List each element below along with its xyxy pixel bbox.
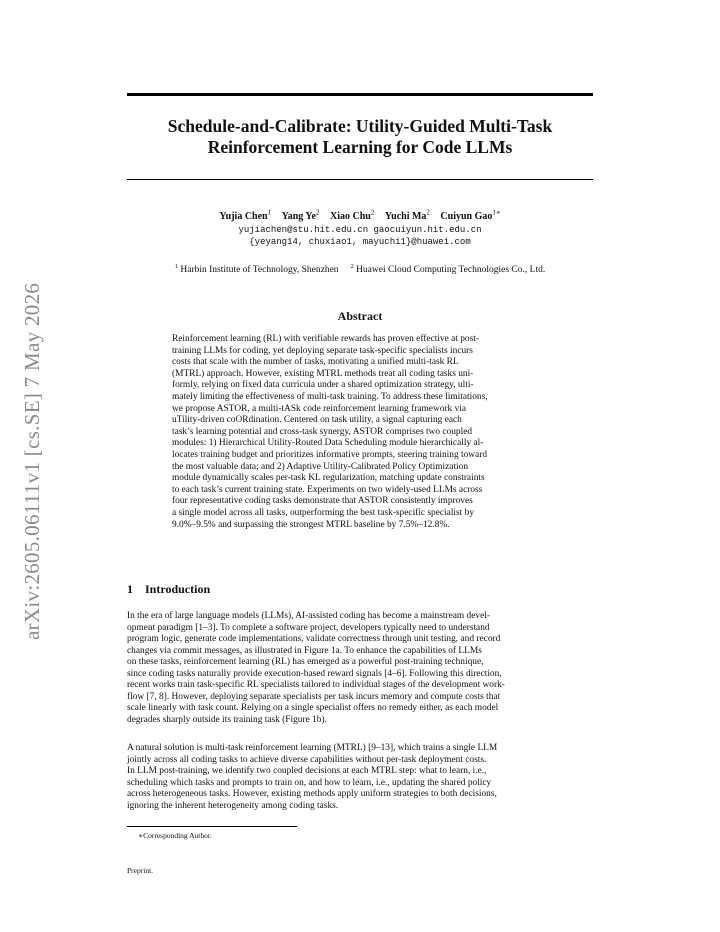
abstract-line: training LLMs for coding, yet deploying separate task-specific specialists incurs <box>172 345 473 356</box>
title-line-2: Reinforcement Learning for Code LLMs <box>207 137 513 157</box>
abstract-heading: Abstract <box>337 309 383 323</box>
paragraph-line: ignoring the inherent heterogeneity among coding tasks. <box>127 800 339 811</box>
abstract-line: task’s learning potential and cross-task synergy, ASTOR comprises two coupled <box>172 426 473 437</box>
abstract-line: we propose ASTOR, a multi-tASk code reinforcement learning framework via <box>172 403 467 414</box>
paragraph-line: In LLM post-training, we identify two coupled decisions at each MTRL step: what to learn, i.e., <box>127 766 487 776</box>
author-list <box>127 209 593 222</box>
paragraph-line: changes via commit messages, as illustrated in Figure 1a. To enhance the capabilities of LLMs <box>127 645 482 656</box>
paragraph-line: program logic, generate code implementations, validate correctness through unit testing, and record <box>127 634 501 644</box>
abstract-line: locates training budget and prioritizes informative prompts, steering training toward <box>172 449 488 460</box>
author: Cuiyun Gao$^{1∗}$ <box>440 209 501 223</box>
paragraph-line: on these tasks, reinforcement learning (RL) has emerged as a powerful post-training technique, <box>127 657 484 667</box>
paragraph-line: scale linearly with task count. Relying on a single specialist offers no remedy either, as each model <box>127 703 499 713</box>
paragraph-line: across heterogeneous tasks. However, existing methods apply uniform strategies to both decisions, <box>127 789 497 799</box>
intro-paragraph-1 <box>127 611 593 726</box>
abstract-line: modules: 1) Hierarchical Utility-Routed Data Scheduling module hierarchically al- <box>172 438 484 449</box>
abstract-line: module dynamically scales per-task KL regularization, matching update constraints <box>172 473 485 484</box>
author: Yuchi Ma$^2$ <box>384 209 430 223</box>
section-number: 1 <box>127 582 133 596</box>
section-title: Introduction <box>145 582 211 596</box>
paragraph-line: opment paradigm [1–3]. To complete a software project, developers typically need to understand <box>127 622 490 633</box>
paragraph-line: recent works train task-specific RL specialists tailored to individual stages of the development work- <box>127 680 505 690</box>
author: Yujia Chen$^1$ <box>219 209 272 223</box>
preprint-label: Preprint. <box>127 866 154 875</box>
footnote: ∗Corresponding Author. <box>138 831 212 840</box>
abstract-line: a single model across all tasks, outperforming the best task-specific specialist by <box>172 507 475 518</box>
abstract-line: the most valuable data; and 2) Adaptive Utility-Calibrated Policy Optimization <box>172 461 469 472</box>
affiliation-2: Huawei Cloud Computing Technologies Co., Ltd. <box>356 265 546 276</box>
intro-paragraph-2 <box>127 743 593 812</box>
paragraph-line: A natural solution is multi-task reinforcement learning (MTRL) [9–13], which trains a single LLM <box>127 743 498 753</box>
title-bottom-rule <box>127 179 593 180</box>
abstract-line: four representative coding tasks demonstrate that ASTOR consistently improves <box>172 496 473 507</box>
paragraph-line: jointly across all coding tasks to achieve diverse capabilities without per-task deployment costs. <box>127 754 487 765</box>
paper-title <box>127 116 593 158</box>
author: Xiao Chu$^2$ <box>329 209 375 223</box>
footnote-rule <box>127 826 297 827</box>
abstract-line: to each task’s current training state. Experiments on two widely-used LLMs across <box>172 484 483 495</box>
abstract-line: (MTRL) approach. However, existing MTRL methods treat all coding tasks uni- <box>172 368 474 379</box>
paragraph-line: flow [7, 8]. However, deploying separate specialists per task incurs memory and compute costs that <box>127 691 501 702</box>
affiliations: $^1$ Harbin Institute of Technology, Shenzhen $^2$ Huawei Cloud Computing Technologies Co., Ltd. <box>174 263 546 276</box>
paragraph-line: In the era of large language models (LLMs), AI-assisted coding has become a mainstream devel- <box>127 611 490 621</box>
abstract-line: costs that scale with the number of tasks, motivating a unified multi-task RL <box>172 357 459 368</box>
abstract-body <box>172 334 549 531</box>
abstract-line: formly, relying on fixed data curricula under a shared optimization strategy, ulti- <box>172 380 474 391</box>
section-heading <box>127 582 210 597</box>
email-line-1: yujiachen@stu.hit.edu.cn gaocuiyun.hit.edu.cn <box>238 225 482 235</box>
title-line-1: Schedule-and-Calibrate: Utility-Guided Multi-Task <box>167 116 553 136</box>
paragraph-line: scheduling which tasks and prompts to train on, and how to learn, i.e., updating the shared policy <box>127 777 492 788</box>
abstract-line: mately limiting the effectiveness of multi-task training. To address these limitations, <box>172 391 488 402</box>
title-top-rule <box>127 93 593 96</box>
paragraph-line: degrades sharply outside its training task (Figure 1b). <box>127 714 327 725</box>
abstract-line: 9.0%–9.5% and surpassing the strongest MTRL baseline by 7.5%–12.8%. <box>172 519 450 530</box>
author: Yang Ye$^2$ <box>281 209 320 223</box>
email-line-2: {yeyang14, chuxiao1, mayuchi1}@huawei.com <box>249 237 471 247</box>
abstract-line: Reinforcement learning (RL) with verifiable rewards has proven effective at post- <box>172 334 479 344</box>
affiliation-1: Harbin Institute of Technology, Shenzhen <box>180 265 339 276</box>
arxiv-stamp: arXiv:2605.06111v1 [cs.SE] 7 May 2026 <box>20 282 44 640</box>
paragraph-line: since coding tasks naturally provide execution-based reward signals [4–6]. Following this direction, <box>127 668 502 679</box>
abstract-line: uTility-driven coORdination. Centered on task utility, a signal capturing each <box>172 415 462 426</box>
